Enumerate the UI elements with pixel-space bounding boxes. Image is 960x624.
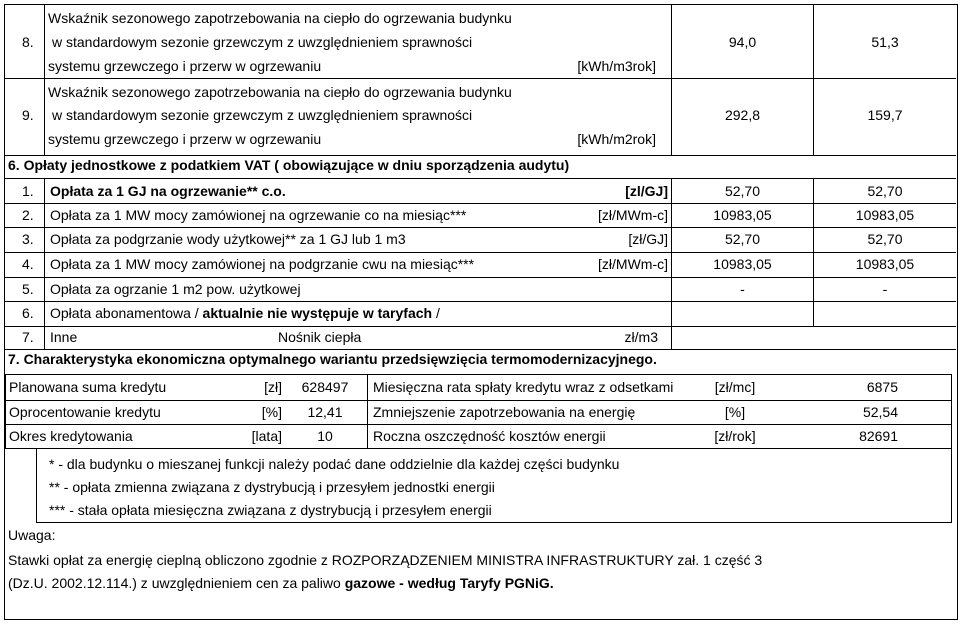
row-value-1: 94,0 [728,34,757,50]
fee-label: Inne [50,329,78,345]
remark-tariff: gazowe - według Taryfy PGNiG. [344,575,554,591]
fee-label: Opłata za 1 MW mocy zamówionej na ogrzewanie co na miesiąc*** [50,207,467,223]
fee-value-1: 10983,05 [713,256,772,272]
effect-value: 52,54 [862,404,898,420]
fee-label: Opłata za 1 GJ na ogrzewanie** c.o. [50,183,286,199]
divider [813,4,814,155]
fee-number: 6. [22,305,34,321]
row-unit: [kWh/m2rok] [577,131,656,147]
fee-unit: [zł/MWm-c] [598,256,668,272]
fee-number: 2. [22,207,34,223]
fee-value-1: 10983,05 [713,207,772,223]
divider [4,349,956,350]
divider [4,301,956,302]
footnote: * - dla budynku o mieszanej funkcji należy podać dane oddzielnie dla każdej części budynku [49,456,620,472]
credit-value: 628497 [301,379,349,395]
fee-value-1: - [740,281,745,297]
divider [5,424,951,425]
credit-value: 10 [317,428,333,444]
remark-text: (Dz.U. 2002.12.114.) z uwzględnieniem cen za paliwo [8,575,345,591]
fee-label-emphasis: aktualnie nie występuje w taryfach [202,305,433,321]
effect-label: Roczna oszczędność kosztów energii [373,428,606,444]
remark-label: Uwaga: [8,527,56,543]
fee-label: Opłata za ogrzanie 1 m2 pow. użytkowej [50,281,301,297]
fee-unit: [zl/GJ] [625,183,668,199]
divider [4,227,956,228]
row-label-line2: w standardowym sezonie grzewczym z uwzględnieniem sprawności [52,34,473,50]
divider [4,277,956,278]
section-7-title: 7. Charakterystyka ekonomiczna optymalnego wariantu przedsięwzięcia termomodernizacyjnego. [8,351,657,367]
effect-label: Zmniejszenie zapotrzebowania na energię [373,404,636,420]
credit-unit: [zł] [264,379,282,395]
row-value-2: 159,7 [867,107,903,123]
remark-text-line1: Stawki opłat za energię cieplną obliczono zgodnie z ROZPORZĄDZENIEM MINISTRA INFRASTRUKTURY zał. 1 część 3 [8,552,763,568]
fee-label-part: Opłata abonamentowa / [50,305,203,321]
row-value-2: 51,3 [871,34,899,50]
fee-number: 1. [22,183,34,199]
section-6-title: 6. Opłaty jednostkowe z podatkiem VAT ( obowiązujące w dniu sporządzenia audytu) [8,157,570,173]
fee-value-2: 52,70 [867,183,903,199]
footnote: *** - stała opłata miesięczna związana z dystrybucją i przesyłem energii [49,502,492,518]
credit-unit: [%] [261,404,282,420]
divider [4,78,956,79]
fee-number: 5. [22,281,34,297]
credit-label: Planowana suma kredytu [9,379,167,395]
fee-unit: [zł/GJ] [628,231,668,247]
fee-label: Opłata za podgrzanie wody użytkowej** za 1 GJ lub 1 m3 [50,231,406,247]
fee-label [50,305,440,322]
divider [4,326,956,327]
fee-label: Opłata za 1 MW mocy zamówionej na podgrzanie cwu na miesiąc*** [50,256,475,272]
credit-unit: [lata] [251,428,282,444]
row-label-line2: w standardowym sezonie grzewczym z uwzględnieniem sprawności [52,107,473,123]
fee-value-2: - [882,281,888,297]
row-value-1: 292,8 [724,107,761,123]
credit-label: Okres kredytowania [9,428,133,444]
credit-value: 12,41 [307,404,343,420]
fee-value-2: 10983,05 [855,207,915,223]
effect-label: Miesięczna rata spłaty kredytu wraz z odsetkami [373,379,674,395]
effect-value: 82691 [859,428,898,444]
effect-unit: [zł/rok] [714,428,756,444]
row-label-line3: systemu grzewczego i przerw w ogrzewaniu [48,131,322,147]
row-label-line1: Wskaźnik sezonowego zapotrzebowania na ciepło do ogrzewania budynku [48,10,512,26]
fee-number: 4. [22,256,34,272]
fee-label-part: / [432,305,440,321]
row-label-line1: Wskaźnik sezonowego zapotrzebowania na ciepło do ogrzewania budynku [48,84,512,100]
divider [4,252,956,253]
fee-number: 3. [22,231,34,247]
divider [4,155,956,156]
fee-value-2: 52,70 [867,231,903,247]
fee-value-1: 52,70 [724,183,761,199]
divider [4,203,956,204]
row-unit: [kWh/m3rok] [577,58,656,74]
effect-value: 6875 [866,379,898,395]
row-number: 8. [22,34,34,50]
fee-unit: [zł/MWm-c] [598,207,668,223]
divider [44,4,45,155]
divider [671,4,672,155]
row-label-line3: systemu grzewczego i przerw w ogrzewaniu [48,58,322,74]
footnote: ** - opłata zmienna związana z dystrybucją i przesyłem jednostki energii [49,479,495,495]
effect-unit: [zł/mc] [714,379,756,395]
row-number: 9. [22,107,34,123]
fee-value-2: 10983,05 [855,256,915,272]
effect-unit: [%] [724,404,746,420]
fee-number: 7. [22,329,34,345]
fee-value-1: 52,70 [724,231,761,247]
heat-carrier-label: Nośnik ciepła [278,329,362,345]
credit-label: Oprocentowanie kredytu [9,404,161,420]
divider [367,374,368,448]
fee-unit: zł/m3 [624,329,658,345]
remark-text-line2 [8,575,554,592]
divider [5,400,951,401]
